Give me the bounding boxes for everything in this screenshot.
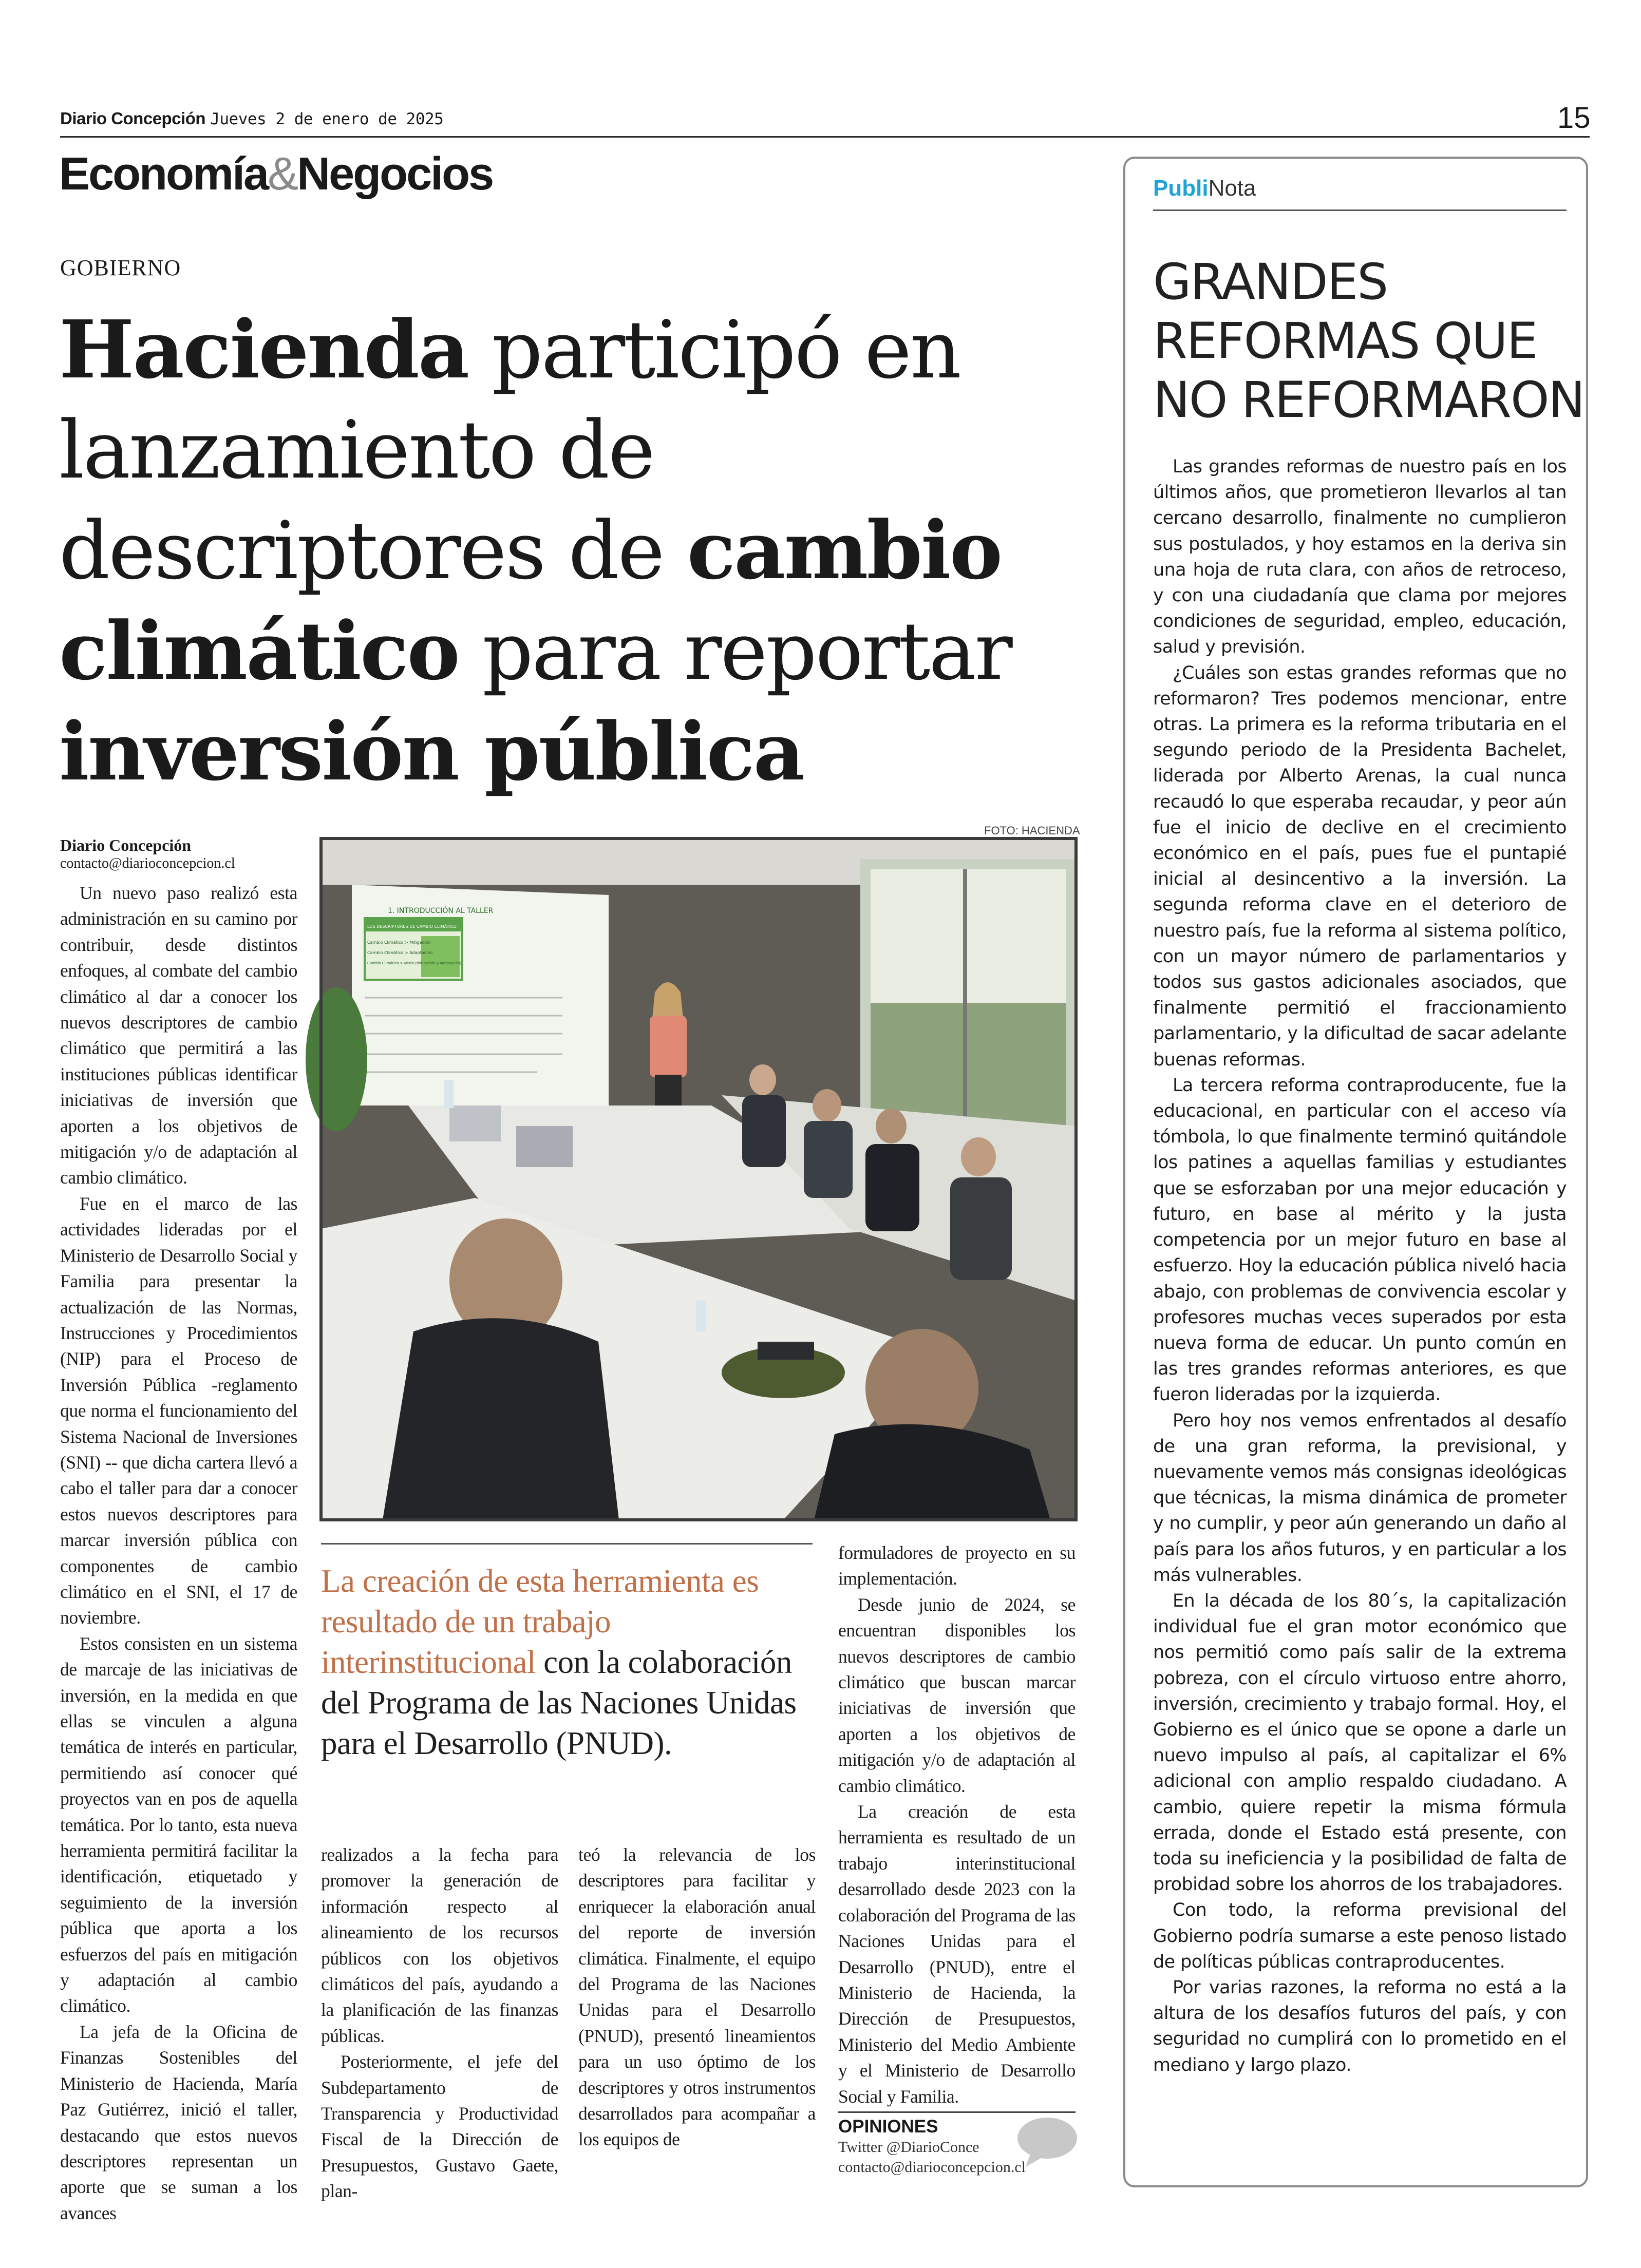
section-title: [59, 148, 493, 201]
publinota-label: [1153, 176, 1256, 201]
col3-paragraph-0: teó la relevancia de los descriptores para facilitar y enriquecer la elaboración anual del reporte de inversión climática. Finalmente, el equipo del Programa de las Naciones Unidas para el Desarrollo (PNUD), presentó lineamientos para un uso óptimo de los descriptores y otros instrumentos desarrollados para acompañar a los equipos de: [578, 1844, 816, 2150]
sidebar-title-line-2: REFORMAS QUE: [1153, 312, 1537, 370]
article-column-4: [838, 1540, 1076, 2110]
photo-slide-line-3: Cambio Climático > Mixto (mitigación y adaptación): [367, 961, 462, 965]
article-column-2: [321, 1842, 558, 2201]
byline: [60, 835, 235, 872]
paper-name: Diario Concepción: [60, 109, 206, 128]
sidebar-paragraph-2: La tercera reforma contraproducente, fue la educacional, en particular con el acceso vía tómbola, lo que finalmente terminó quitándole los patines a aquellas familias y estudiantes que se esforzaban por una mejor educación y futuro, en base al mérito y la justa competencia por un mejor futuro en base al esfuerzo. Hoy la educación pública niveló hacia abajo, con problemas de convivencia escolar y profesores muchas veces superados por esta nueva forma de educar. Un punto común en las tres grandes reformas anteriores, es que fueron lideradas por la izquierda.: [1153, 1075, 1567, 1405]
headline: [59, 299, 1086, 802]
article-column-3: [578, 1842, 816, 2201]
article-kicker: GOBIERNO: [60, 255, 181, 280]
issue-date: Jueves 2 de enero de 2025: [210, 110, 444, 128]
col1-paragraph-0: Un nuevo paso realizó esta administración en su camino por contribuir, desde distintos enfoques, al combate del cambio climático al dar a conocer los nuevos descriptores de cambio climático que permitirá a las instituciones públicas identificar iniciativas de inversión que aporten a los objetivos de mitigación y/o de adaptación al cambio climático.: [60, 883, 297, 1188]
sidebar-paragraph-5: Con todo, la reforma previsional del Gobierno podría sumarse a este penoso listado de políticas públicas contraproducentes.: [1153, 1900, 1567, 1972]
section-economia: Economía: [59, 148, 268, 200]
sidebar-title-line-1: GRANDES: [1153, 253, 1388, 311]
col2-paragraph-0: realizados a la fecha para promover la generación de información respecto al alineamiento de los recursos públicos con los objetivos climáticos del país, ayudando a la planificación de las finanzas públicas.: [321, 1844, 558, 2046]
photo-slide-title: 1. INTRODUCCIÓN AL TALLER: [388, 907, 494, 915]
speech-bubble-icon: [1015, 2117, 1080, 2168]
col2-paragraph-1: Posteriormente, el jefe del Subdepartamento de Transparencia y Productividad Fiscal de la Dirección de Presupuestos, Gustavo Gaete, plan-: [321, 2051, 558, 2202]
col4-paragraph-0: formuladores de proyecto en su implementación.: [838, 1542, 1076, 1589]
pullquote-rest: con la colaboración del Programa de las Naciones Unidas para el Desarrollo (PNUD).: [321, 1644, 797, 1761]
col1-paragraph-2: Estos consisten en un sistema de marcaje de las iniciativas de inversión, en la medida en que ellas se vinculen a alguna temática de interés en particular, permitiendo así conocer qué proyectos van en pos de aquella temática. Por lo tanto, esta nueva herramienta permitirá facilitar la identificación, etiquetado y seguimiento de la inversión pública que aporta a los esfuerzos del país en mitigación y adaptación al cambio climático.: [60, 1633, 297, 2016]
headline-part-3: para reportar: [458, 605, 1011, 698]
byline-author: Diario Concepción: [60, 836, 192, 854]
page-number: 15: [1557, 101, 1591, 135]
headline-part-2: cambio climático: [59, 503, 1002, 698]
article-photo: [321, 838, 1076, 1520]
meeting-room-scene: [321, 838, 1076, 1520]
sidebar-paragraph-0: Las grandes reformas de nuestro país en los últimos años, que prometieron llevarlos al tan cercano desarrollo, finalmente no cumplieron sus postulados, y hoy estamos en la deriva sin una hoja de ruta clara, con años de retroceso, y con una ciudadanía que clama por mejores condiciones de seguridad, empleo, educación, salud y previsión.: [1153, 456, 1567, 658]
header-rule: [60, 136, 1590, 138]
sidebar-body: [1153, 454, 1567, 2164]
photo-slide-line-2: Cambio Climático > Adaptación: [367, 950, 433, 955]
col1-paragraph-3: La jefa de la Oficina de Finanzas Sostenibles del Ministerio de Hacienda, María Paz Gutiérrez, inició el taller, destacando que estos nuevos descriptores representan un aporte que se suman a los avances: [60, 2021, 297, 2223]
headline-part-1: participó en lanzamiento de descriptores de: [59, 303, 960, 597]
sidebar-title: [1153, 253, 1584, 430]
article-column-1: [60, 880, 297, 2223]
publinota-label-publi: Publi: [1153, 176, 1209, 201]
photo-slide-line-1: Cambio Climático > Mitigación: [367, 940, 431, 945]
publinota-rule: [1153, 209, 1567, 211]
sidebar-paragraph-4: En la década de los 80´s, la capitalización individual fue el gran motor económico que nos permitió como país salir de la extrema pobreza, con el círculo virtuoso entre ahorro, inversión, crecimiento y trabajo formal. Hoy, el Gobierno es el único que se opone a darle un nuevo impulso al país, al capitalizar el 6% adicional con amplio respaldo ciudadano. A cambio, quiere repetir la misma fórmula errada, donde el Estado está presente, con toda su ineficiencia y la posibilidad de falta de probidad sobre los ahorros de los trabajadores.: [1153, 1590, 1567, 1895]
opiniones-rule: [838, 2111, 1076, 2113]
pullquote-colored: La creación de esta herramienta es resultado de un trabajo interinstitucional: [321, 1563, 759, 1680]
section-ampersand: &: [268, 148, 297, 200]
opiniones-twitter: Twitter @DiarioConce: [838, 2139, 979, 2156]
col4-paragraph-2: La creación de esta herramienta es resultado de un trabajo interinstitucional desarrollado desde 2023 con la colaboración del Programa de las Naciones Unidas para el Desarrollo (PNUD), entre el Ministerio de Hacienda, la Dirección de Presupuestos, Ministerio del Medio Ambiente y el Ministerio de Desarrollo Social y Familia.: [838, 1801, 1076, 2107]
col4-paragraph-1: Desde junio de 2024, se encuentran disponibles los nuevos descriptores de cambio climático que buscan marcar iniciativas de inversión que aporten a los objetivos de mitigación y/o de adaptación al cambio climático.: [838, 1594, 1076, 1796]
publinota-label-nota: Nota: [1208, 176, 1256, 201]
sidebar-paragraph-6: Por varias razones, la reforma no está a la altura de los desafíos futuros del país, y con seguridad no cumplirá con lo prometido en el mediano y largo plazo.: [1153, 1977, 1567, 2075]
headline-part-0: Hacienda: [59, 302, 468, 396]
opiniones-email: contacto@diarioconcepcion.cl: [838, 2159, 1026, 2176]
photo-credit: FOTO: HACIENDA: [984, 824, 1080, 837]
headline-part-4: inversión pública: [59, 704, 804, 798]
section-negocios: Negocios: [297, 148, 493, 200]
opiniones-box: [838, 2117, 1080, 2178]
byline-email: contacto@diarioconcepcion.cl: [60, 855, 235, 871]
sidebar-title-line-3: NO REFORMARON: [1153, 371, 1585, 429]
col1-paragraph-1: Fue en el marco de las actividades lideradas por el Ministerio de Desarrollo Social y Familia para presentar la actualización de las Normas, Instrucciones y Procedimientos (NIP) para el Proceso de Inversión Pública -reglamento que norma el funcionamiento del Sistema Nacional de Inversiones (SNI) -- que dicha cartera llevó a cabo el taller para dar a conocer estos nuevos descriptores para marcar inversión pública con componentes de cambio climático en el SNI, el 17 de noviembre.: [60, 1193, 297, 1628]
sidebar-paragraph-3: Pero hoy nos vemos enfrentados al desafío de una gran reforma, la previsional, y nuevamente vemos más consignas ideológicas que técnicas, la misma dinámica de prometer y no cumplir, y peor aún generando un daño al país para los años futuros, y en particular a los más vulnerables.: [1153, 1410, 1567, 1586]
photo-slide-box-title: LOS DESCRIPTORES DE CAMBIO CLIMÁTICO: [367, 924, 457, 929]
pullquote-rule: [321, 1543, 813, 1545]
pullquote: [321, 1561, 813, 1764]
opiniones-title: OPINIONES: [838, 2117, 938, 2137]
sidebar-paragraph-1: ¿Cuáles son estas grandes reformas que no reformaron? Tres podemos mencionar, entre otras. La primera es la reforma tributaria en el segundo periodo de la Presidenta Bachelet, liderada por Alberto Arenas, la cual nunca recaudó lo que esperaba recaudar, y peor aún fue el inicio de declive en el crecimiento económico en el país, pues fue el puntapié inicial al desincentivo a la inversión. La segunda reforma clave en el deterioro de nuestro país, fue la reforma al sistema político, con un mayor número de parlamentarios y todos sus gastos adicionales asociados, que finalmente permitió el fraccionamiento parlamentario, y la dificultad de sacar adelante buenas reformas.: [1153, 662, 1567, 1070]
masthead-line: [60, 109, 443, 128]
